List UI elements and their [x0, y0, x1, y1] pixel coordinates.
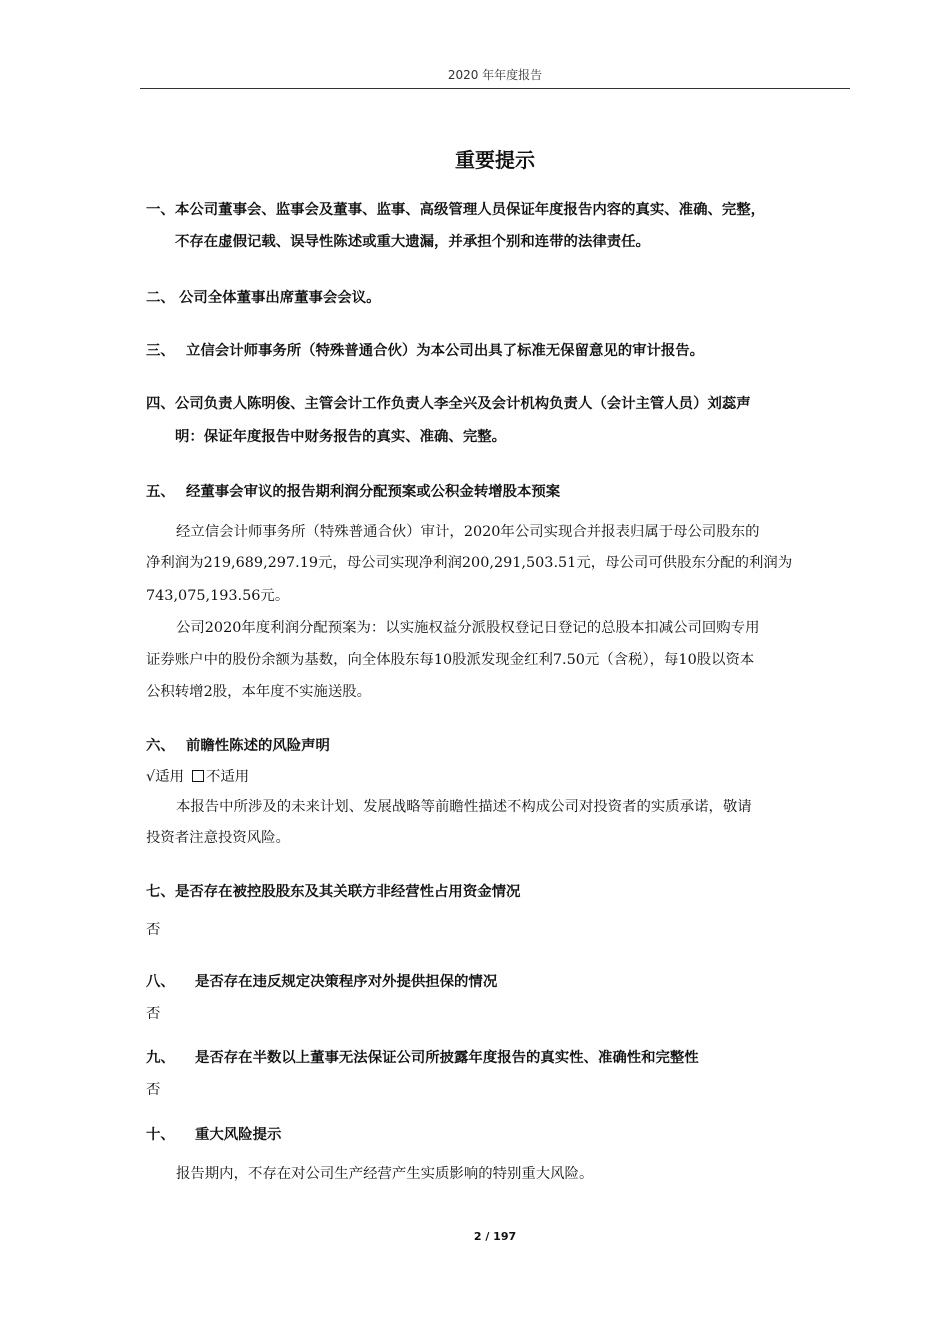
section6-p-line2: 投资者注意投资风险。 — [146, 830, 290, 846]
item-9-text: 是否存在半数以上董事无法保证公司所披露年度报告的真实性、准确性和完整性 — [195, 1050, 699, 1066]
applicable-label: 适用 — [155, 769, 184, 785]
section5-p1-line1: 经立信会计师事务所（特殊普通合伙）审计，2020年公司实现合并报表归属于母公司股东的 — [176, 524, 760, 540]
item-1-number: 一、 — [146, 202, 175, 218]
header-divider — [140, 88, 850, 89]
item-7-answer: 否 — [146, 922, 161, 938]
checked-mark-icon: √ — [146, 769, 156, 785]
section6-p-line1: 本报告中所涉及的未来计划、发展战略等前瞻性描述不构成公司对投资者的实质承诺，敬请 — [176, 799, 752, 815]
page-title: 重要提示 — [455, 148, 535, 172]
item-7-number: 七、 — [146, 884, 175, 900]
item-7-text: 是否存在被控股股东及其关联方非经营性占用资金情况 — [175, 884, 521, 900]
item-8-text: 是否存在违反规定决策程序对外提供担保的情况 — [195, 974, 498, 990]
item-8-answer: 否 — [146, 1006, 161, 1022]
item-8-number: 八、 — [146, 974, 175, 990]
item-10-text: 重大风险提示 — [195, 1127, 282, 1143]
page-number: 2 / 197 — [473, 1230, 517, 1243]
applicability-row — [146, 765, 249, 786]
item-1-line1: 本公司董事会、监事会及董事、监事、高级管理人员保证年度报告内容的真实、准确、完整， — [175, 202, 766, 218]
item-3-number: 三、 — [146, 343, 175, 359]
item-6-number: 六、 — [146, 738, 175, 754]
item-6-text: 前瞻性陈述的风险声明 — [186, 738, 330, 754]
not-applicable-label: 不适用 — [205, 769, 250, 785]
item-3-text: 立信会计师事务所（特殊普通合伙）为本公司出具了标准无保留意见的审计报告。 — [186, 343, 705, 359]
item-10-number: 十、 — [146, 1127, 175, 1143]
item-4-line2: 明：保证年度报告中财务报告的真实、准确、完整。 — [175, 429, 506, 445]
section5-p1-line2: 净利润为219,689,297.19元，母公司实现净利润200,291,503.51元，母公司可供股东分配的利润为 — [146, 555, 793, 571]
item-9-number: 九、 — [146, 1050, 175, 1066]
section5-p1-line3: 743,075,193.56元。 — [146, 588, 290, 604]
page-header: 2020 年年度报告 — [447, 68, 543, 82]
item-4-line1: 公司负责人陈明俊、主管会计工作负责人李全兴及会计机构负责人（会计主管人员）刘蕊声 — [175, 396, 751, 412]
item-1-line2: 不存在虚假记载、误导性陈述或重大遗漏，并承担个别和连带的法律责任。 — [175, 234, 650, 250]
section10-text: 报告期内，不存在对公司生产经营产生实质影响的特别重大风险。 — [176, 1166, 594, 1182]
item-2-number: 二、 — [146, 290, 175, 306]
unchecked-box-icon — [192, 770, 204, 782]
item-4-number: 四、 — [146, 396, 175, 412]
item-5-text: 经董事会审议的报告期利润分配预案或公积金转增股本预案 — [186, 484, 561, 500]
section5-p2-line2: 证券账户中的股份余额为基数，向全体股东每10股派发现金红利7.50元（含税），每10股以资本 — [146, 652, 755, 668]
section5-p2-line1: 公司2020年度利润分配预案为：以实施权益分派股权登记日登记的总股本扣减公司回购专用 — [176, 620, 760, 636]
item-5-number: 五、 — [146, 484, 175, 500]
item-9-answer: 否 — [146, 1082, 161, 1098]
section5-p2-line3: 公积转增2股，本年度不实施送股。 — [146, 684, 372, 700]
item-2-text: 公司全体董事出席董事会会议。 — [179, 290, 381, 306]
